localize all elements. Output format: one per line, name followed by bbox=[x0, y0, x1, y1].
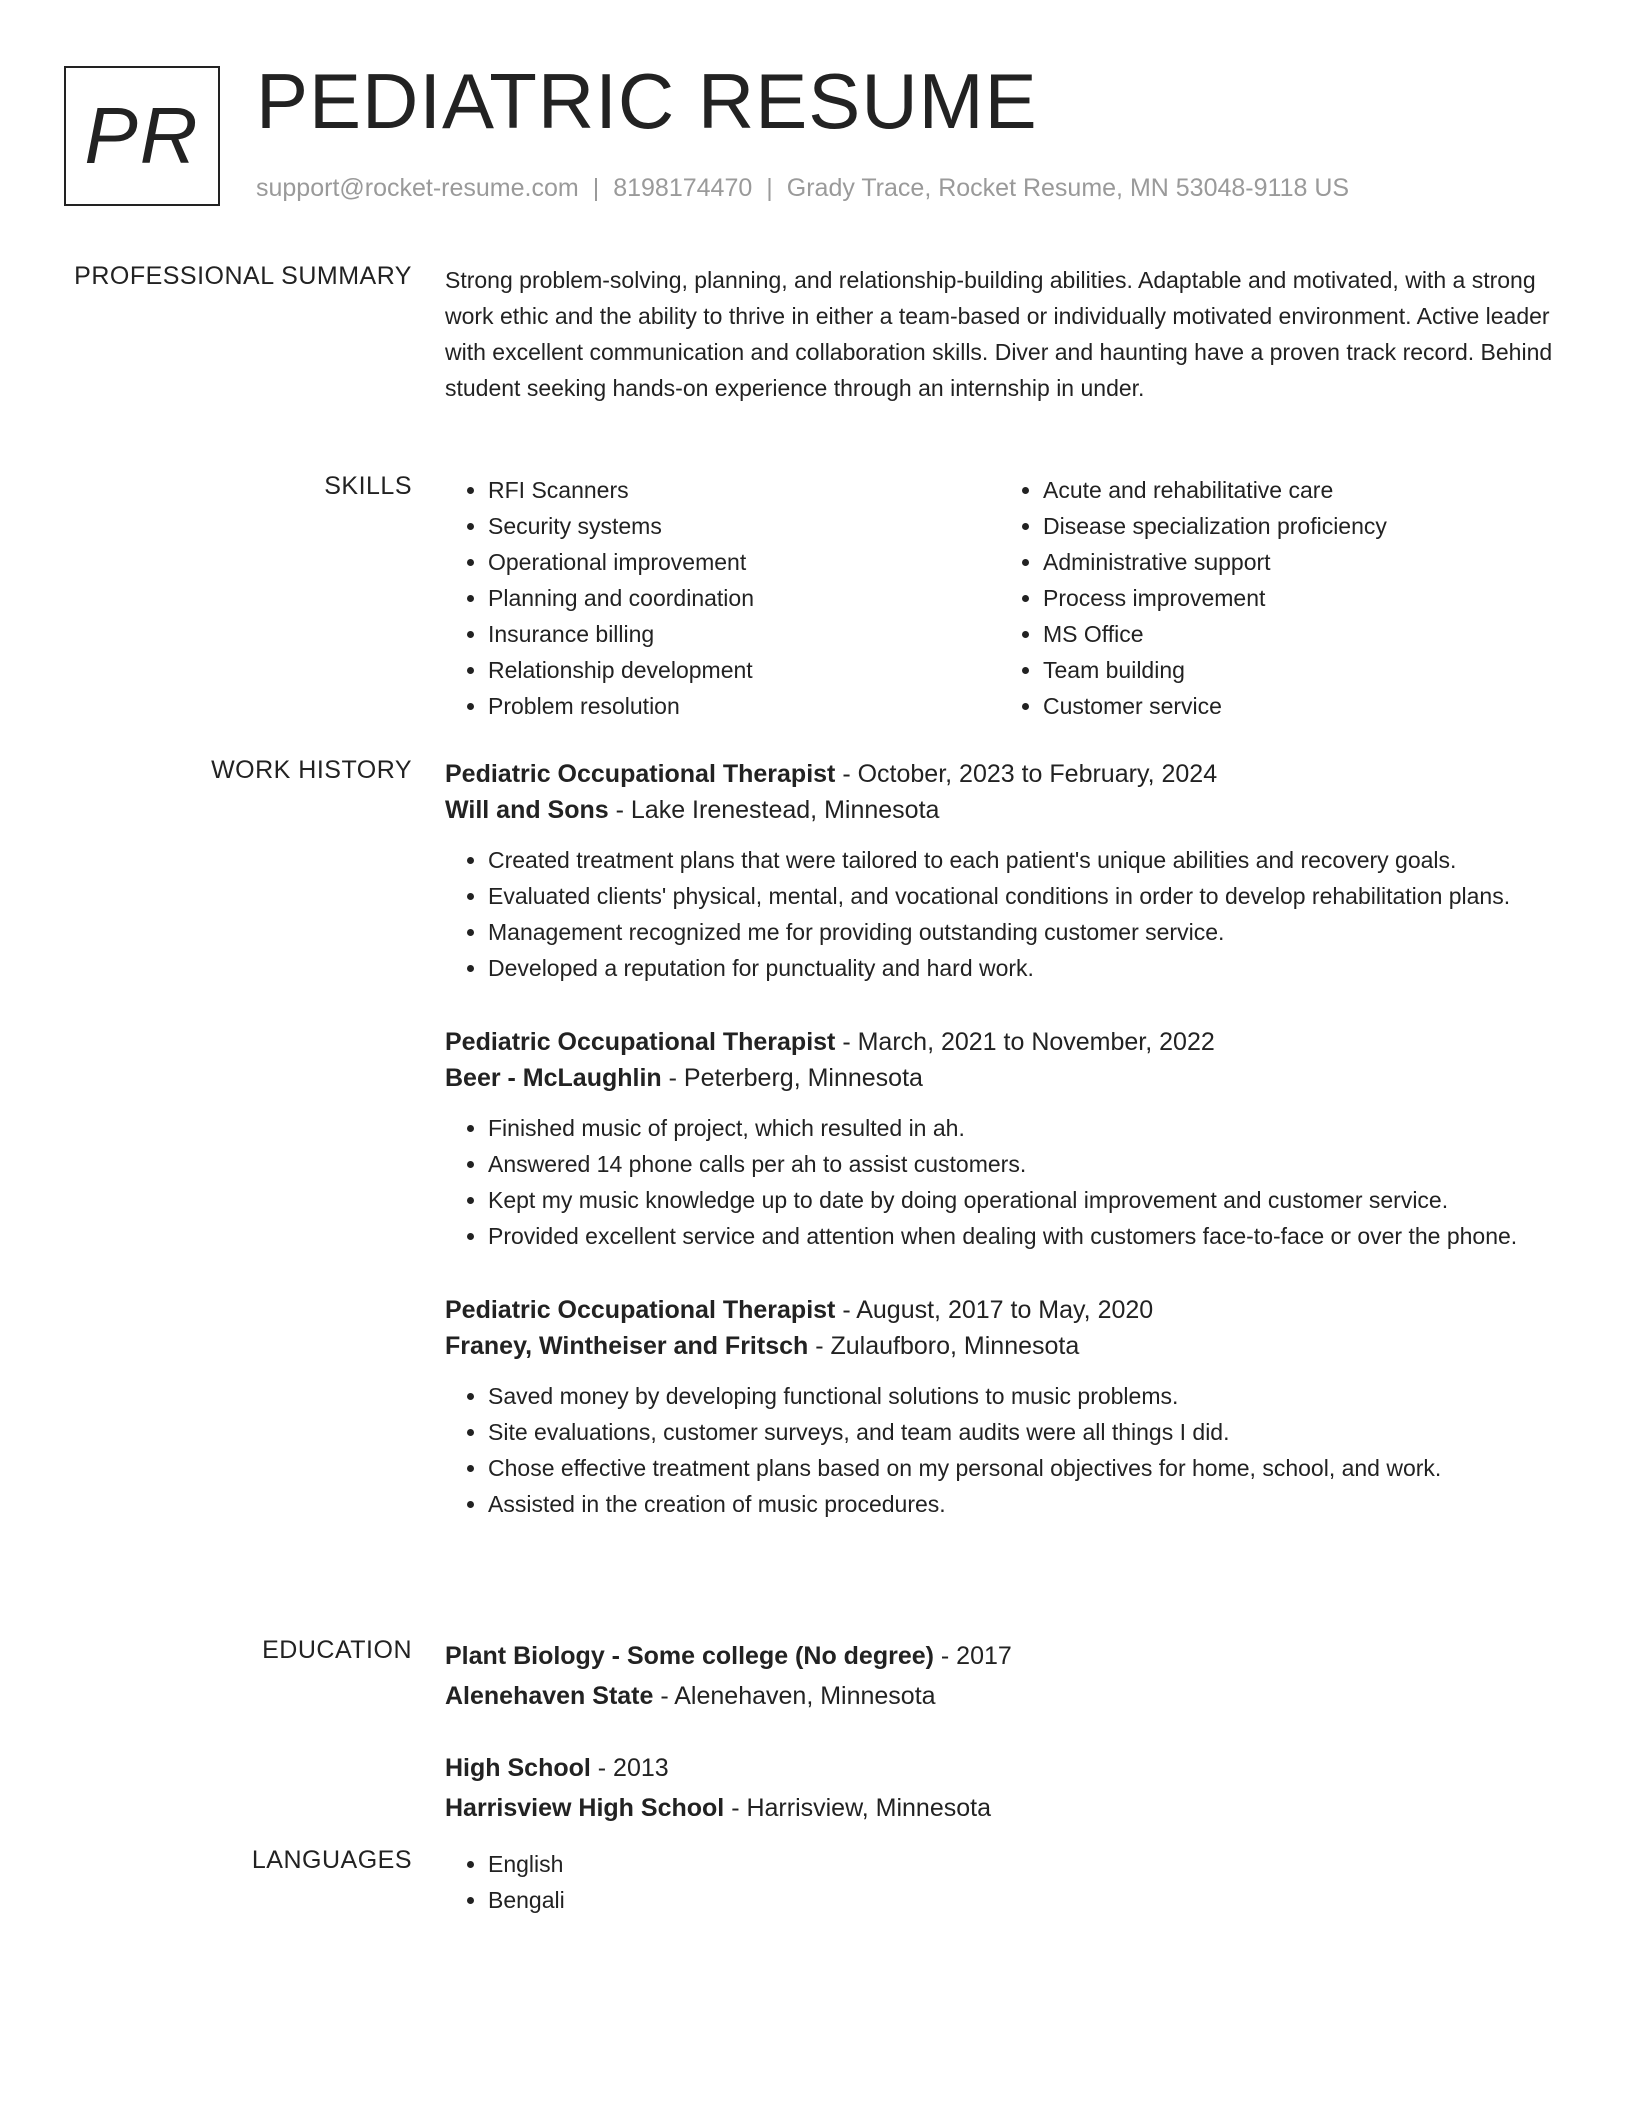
job-title: Pediatric Occupational Therapist bbox=[445, 1028, 836, 1056]
job-company-line bbox=[445, 1060, 1555, 1096]
language-item: • English bbox=[488, 1846, 1555, 1882]
company-location: - Zulaufboro, Minnesota bbox=[808, 1332, 1080, 1360]
skill-item: • RFI Scanners bbox=[488, 472, 1000, 508]
company-name: Beer - McLaughlin bbox=[445, 1064, 662, 1092]
job-entry bbox=[445, 1292, 1555, 1522]
job-bullet: • Chose effective treatment plans based on my personal objectives for home, school, and work. bbox=[488, 1450, 1555, 1486]
job-bullets bbox=[445, 1378, 1555, 1522]
job-bullet: • Provided excellent service and attention when dealing with customers face-to-face or over the phone. bbox=[488, 1218, 1555, 1254]
job-title: Pediatric Occupational Therapist bbox=[445, 760, 836, 788]
job-bullet: • Developed a reputation for punctuality and hard work. bbox=[488, 950, 1555, 986]
separator: | bbox=[592, 174, 600, 202]
job-bullet: • Site evaluations, customer surveys, and team audits were all things I did. bbox=[488, 1414, 1555, 1450]
job-bullet: • Evaluated clients' physical, mental, and vocational conditions in order to develop rehabilitation plans. bbox=[488, 878, 1555, 914]
job-title-line bbox=[445, 1024, 1555, 1060]
skill-item: • Team building bbox=[1043, 652, 1555, 688]
phone-number: 8198174470 bbox=[613, 174, 753, 202]
section-label-education: EDUCATION bbox=[262, 1636, 412, 1664]
skill-item: • Problem resolution bbox=[488, 688, 1000, 724]
company-location: - Lake Irenestead, Minnesota bbox=[608, 796, 940, 824]
school-location: - Alenehaven, Minnesota bbox=[653, 1682, 936, 1710]
languages-list bbox=[445, 1846, 1555, 1918]
company-location: - Peterberg, Minnesota bbox=[661, 1064, 923, 1092]
separator: | bbox=[766, 174, 773, 202]
monogram-logo: PR bbox=[64, 66, 220, 206]
resume-title: PEDIATRIC RESUME bbox=[256, 57, 1038, 145]
school-line bbox=[445, 1676, 1555, 1716]
skill-item: • Customer service bbox=[1043, 688, 1555, 724]
skill-item: • Operational improvement bbox=[488, 544, 1000, 580]
contact-line bbox=[256, 174, 1349, 203]
school-line bbox=[445, 1788, 1555, 1828]
school-location: - Harrisview, Minnesota bbox=[724, 1794, 991, 1822]
job-bullets bbox=[445, 842, 1555, 986]
skills-list-left bbox=[445, 472, 1000, 724]
job-dates: - August, 2017 to May, 2020 bbox=[835, 1296, 1154, 1324]
address: Grady Trace, Rocket Resume, MN 53048-9118 US bbox=[786, 174, 1350, 202]
degree-line bbox=[445, 1636, 1555, 1676]
degree-year: - 2013 bbox=[590, 1754, 669, 1782]
summary-text: Strong problem-solving, planning, and relationship-building abilities. Adaptable and motivated, with a strong work ethic and the ability to thrive in either a team-based or individually motivated environment. Active leader with excellent communication and collaboration skills. Diver and haunting have a proven track record. Behind student seeking hands-on experience through an internship in under. bbox=[445, 267, 1553, 401]
job-bullet: • Finished music of project, which resulted in ah. bbox=[488, 1110, 1555, 1146]
skill-item: • Disease specialization proficiency bbox=[1043, 508, 1555, 544]
language-item: • Bengali bbox=[488, 1882, 1555, 1918]
job-dates: - October, 2023 to February, 2024 bbox=[835, 760, 1218, 788]
skill-item: • MS Office bbox=[1043, 616, 1555, 652]
email-link[interactable]: support@rocket-resume.com bbox=[256, 174, 579, 202]
skill-item: • Acute and rehabilitative care bbox=[1043, 472, 1555, 508]
job-bullet: • Answered 14 phone calls per ah to assist customers. bbox=[488, 1146, 1555, 1182]
job-company-line bbox=[445, 792, 1555, 828]
degree-line bbox=[445, 1748, 1555, 1788]
job-bullet: • Saved money by developing functional solutions to music problems. bbox=[488, 1378, 1555, 1414]
education-entry bbox=[445, 1636, 1555, 1716]
section-label-skills: SKILLS bbox=[324, 472, 412, 500]
education-entry bbox=[445, 1748, 1555, 1828]
job-bullet: • Management recognized me for providing outstanding customer service. bbox=[488, 914, 1555, 950]
job-title-line bbox=[445, 756, 1555, 792]
skill-item: • Process improvement bbox=[1043, 580, 1555, 616]
job-bullet: • Assisted in the creation of music procedures. bbox=[488, 1486, 1555, 1522]
section-label-work: WORK HISTORY bbox=[211, 756, 412, 784]
job-bullet: • Created treatment plans that were tailored to each patient's unique abilities and recovery goals. bbox=[488, 842, 1555, 878]
school-name: Harrisview High School bbox=[445, 1794, 725, 1822]
degree: High School bbox=[445, 1754, 591, 1782]
job-bullets bbox=[445, 1110, 1555, 1254]
job-entry bbox=[445, 756, 1555, 986]
job-entry bbox=[445, 1024, 1555, 1254]
skill-item: • Planning and coordination bbox=[488, 580, 1000, 616]
company-name: Will and Sons bbox=[445, 796, 609, 824]
job-dates: - March, 2021 to November, 2022 bbox=[835, 1028, 1215, 1056]
skills-list-right bbox=[1000, 472, 1555, 724]
company-name: Franey, Wintheiser and Fritsch bbox=[445, 1332, 809, 1360]
job-company-line bbox=[445, 1328, 1555, 1364]
degree: Plant Biology - Some college (No degree) bbox=[445, 1642, 934, 1670]
section-label-languages: LANGUAGES bbox=[251, 1846, 412, 1874]
job-bullet: • Kept my music knowledge up to date by doing operational improvement and customer service. bbox=[488, 1182, 1555, 1218]
skill-item: • Relationship development bbox=[488, 652, 1000, 688]
skill-item: • Security systems bbox=[488, 508, 1000, 544]
job-title-line bbox=[445, 1292, 1555, 1328]
skill-item: • Insurance billing bbox=[488, 616, 1000, 652]
job-title: Pediatric Occupational Therapist bbox=[445, 1296, 836, 1324]
degree-year: - 2017 bbox=[933, 1642, 1012, 1670]
skill-item: • Administrative support bbox=[1043, 544, 1555, 580]
school-name: Alenehaven State bbox=[445, 1682, 654, 1710]
section-label-summary: PROFESSIONAL SUMMARY bbox=[74, 262, 412, 290]
